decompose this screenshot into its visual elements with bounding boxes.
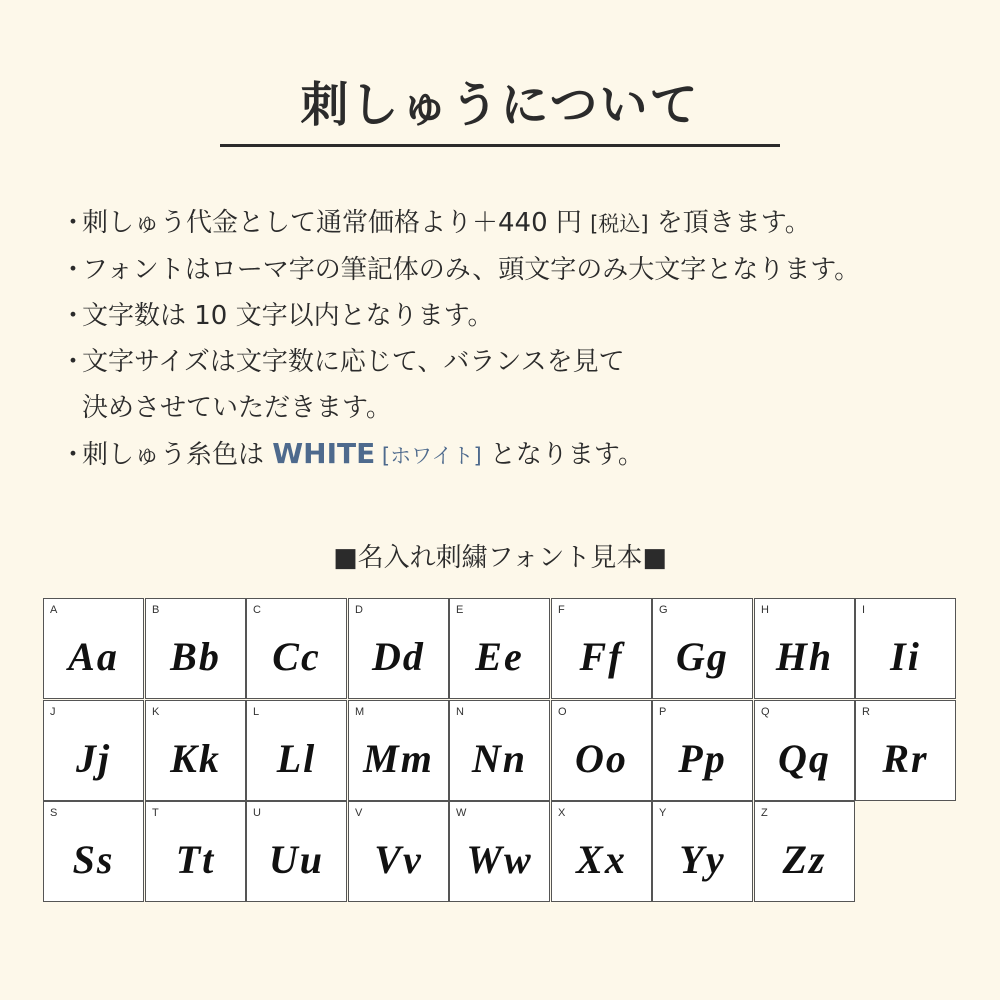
thread-color-kana: [ホワイト] (375, 444, 482, 468)
letter-label: E (456, 604, 464, 616)
script-letter-sample: Qq (778, 736, 831, 781)
font-sample-cell (855, 700, 956, 801)
size-text-continued: 決めさせていただきます。 (82, 393, 392, 423)
letter-label: R (862, 706, 870, 718)
page-title: 刺しゅうについて (300, 77, 700, 133)
letter-label: V (355, 807, 363, 819)
script-letter-sample: Gg (676, 634, 729, 679)
thread-color-text: 刺しゅう糸色は (82, 440, 273, 470)
info-item-font (60, 247, 960, 293)
script-letter-sample: Jj (75, 736, 112, 781)
letter-label: S (50, 807, 58, 819)
letter-label: N (456, 706, 464, 718)
font-sample-cell (246, 700, 347, 801)
script-letter-sample: Cc (272, 634, 321, 679)
letter-label: J (50, 706, 56, 718)
bullet: ・ (60, 301, 87, 331)
font-sample-cell (652, 801, 753, 902)
letter-label: O (558, 706, 567, 718)
script-letter-sample: Yy (679, 837, 726, 882)
bullet: ・ (60, 208, 87, 238)
letter-label: P (659, 706, 667, 718)
bullet: ・ (60, 347, 87, 377)
script-letter-sample: Nn (471, 736, 528, 781)
font-sample-cell (754, 598, 855, 699)
char-limit-text: 文字数は 10 文字以内となります。 (82, 301, 494, 331)
info-item-size (60, 339, 960, 385)
script-letter-sample: Zz (782, 837, 827, 882)
script-letter-sample: Ww (466, 837, 533, 882)
letter-label: G (659, 604, 668, 616)
script-letter-sample: Xx (576, 837, 627, 882)
script-letter-sample: Vv (374, 837, 423, 882)
script-letter-sample: Ff (579, 634, 624, 679)
font-sample-cell (145, 700, 246, 801)
font-sample-heading: ■名入れ刺繍フォント見本■ (333, 543, 667, 573)
font-sample-cell (754, 700, 855, 801)
info-item-size-cont (60, 385, 960, 431)
font-sample-cell (551, 801, 652, 902)
embroidery-info-list (60, 200, 960, 479)
script-letter-sample: Ii (890, 634, 921, 679)
letter-label: W (456, 807, 467, 819)
font-sample-cell (551, 700, 652, 801)
letter-label: C (253, 604, 261, 616)
script-letter-sample: Uu (268, 837, 325, 882)
letter-label: Z (761, 807, 768, 819)
font-sample-cell (145, 801, 246, 902)
script-letter-sample: Mm (363, 736, 434, 781)
script-letter-sample: Bb (170, 634, 221, 679)
script-letter-sample: Pp (678, 736, 727, 781)
letter-label: T (152, 807, 159, 819)
thread-color-text-end: となります。 (481, 440, 644, 470)
size-text: 文字サイズは文字数に応じて、バランスを見て (82, 347, 625, 377)
font-sample-cell (754, 801, 855, 902)
letter-label: I (862, 604, 866, 616)
font-sample-cell (246, 598, 347, 699)
tax-included-label: [税込] (590, 212, 649, 236)
font-sample-cell (246, 801, 347, 902)
script-letter-sample: Oo (575, 736, 628, 781)
script-letter-sample: Ss (72, 837, 115, 882)
script-letter-sample: Ll (276, 736, 317, 781)
font-sample-cell (449, 598, 550, 699)
letter-label: A (50, 604, 58, 616)
info-item-char-limit (60, 293, 960, 339)
font-text: フォントはローマ字の筆記体のみ、頭文字のみ大文字となります。 (82, 255, 861, 285)
font-sample-cell (652, 700, 753, 801)
font-sample-cell (551, 598, 652, 699)
letter-label: X (558, 807, 566, 819)
font-sample-cell (145, 598, 246, 699)
font-sample-cell (449, 700, 550, 801)
letter-label: B (152, 604, 160, 616)
font-sample-cell (43, 801, 144, 902)
font-sample-cell (449, 801, 550, 902)
script-letter-sample: Rr (882, 736, 929, 781)
font-sample-cell (43, 598, 144, 699)
font-sample-cell (348, 598, 449, 699)
price-text-end: を頂きます。 (648, 208, 811, 238)
info-item-price (60, 200, 960, 247)
script-letter-sample: Ee (475, 634, 524, 679)
letter-label: F (558, 604, 565, 616)
script-letter-sample: Dd (372, 634, 425, 679)
script-letter-sample: Aa (68, 634, 119, 679)
font-sample-cell (43, 700, 144, 801)
script-letter-sample: Hh (775, 634, 834, 679)
font-sample-cell (348, 700, 449, 801)
letter-label: H (761, 604, 769, 616)
letter-label: M (355, 706, 365, 718)
font-sample-cell (652, 598, 753, 699)
letter-label: D (355, 604, 363, 616)
letter-label: U (253, 807, 261, 819)
script-letter-sample: Tt (175, 837, 216, 882)
letter-label: Q (761, 706, 770, 718)
script-letter-sample: Kk (170, 736, 221, 781)
bullet: ・ (60, 440, 87, 470)
thread-color-white: WHITE (272, 437, 376, 470)
font-sample-cell (348, 801, 449, 902)
bullet: ・ (60, 255, 87, 285)
letter-label: K (152, 706, 160, 718)
font-sample-cell (855, 598, 956, 699)
title-underline (220, 144, 780, 147)
price-text: 刺しゅう代金として通常価格より＋440 円 (82, 208, 591, 238)
info-item-thread-color (60, 431, 960, 479)
letter-label: L (253, 706, 260, 718)
letter-label: Y (659, 807, 667, 819)
